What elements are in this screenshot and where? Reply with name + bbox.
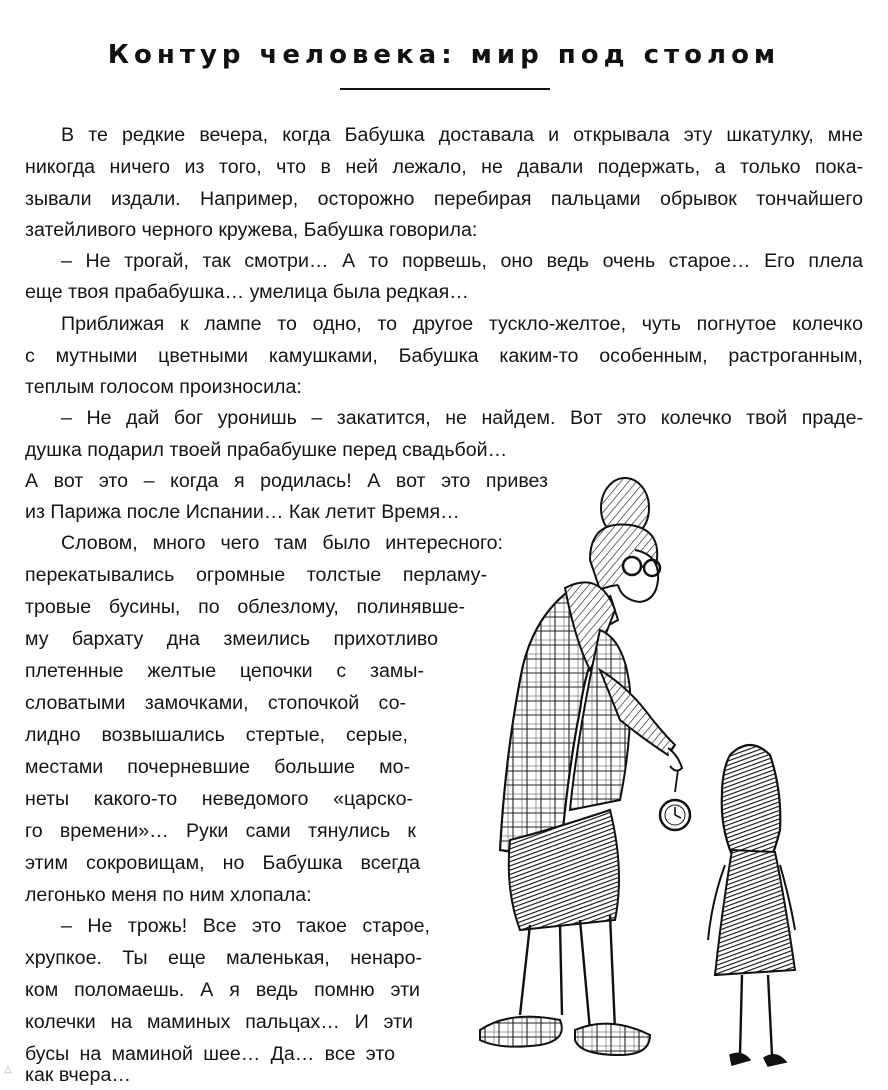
- text-line: этим сокровищам, но Бабушка всегда: [25, 852, 420, 874]
- text-line: А вот это – когда я родилась! А вот это привез: [25, 470, 548, 492]
- text-line: Словом, много чего там было интересного:: [61, 532, 503, 554]
- text-line: как вчера…: [25, 1064, 131, 1086]
- text-line: легонько меня по ним хлопала:: [25, 884, 312, 906]
- slipper: [575, 1024, 650, 1055]
- text-line: теплым голосом произносила:: [25, 376, 302, 398]
- page-title: Контур человека: мир под столом: [107, 40, 781, 70]
- page-corner-mark: △: [4, 1064, 12, 1075]
- text-line: ком поломаешь. А я ведь помню эти: [25, 979, 420, 1001]
- grandmother-child-illustration: [450, 470, 870, 1070]
- child-hair: [722, 745, 781, 862]
- text-line: плетенные желтые цепочки с замы-: [25, 660, 424, 682]
- text-line: душка подарил твоей прабабушке перед свадьбой…: [25, 439, 508, 461]
- child-dress: [715, 850, 795, 975]
- text-line: тровые бусины, по облезлому, полинявше-: [25, 596, 465, 618]
- text-line: местами почерневшие большие мо-: [25, 756, 410, 778]
- text-line: зывали издали. Например, осторожно перебирая пальцами обрывок тончайшего: [25, 188, 863, 210]
- text-line: словатыми замочками, стопочкой со-: [25, 692, 406, 714]
- text-line: из Парижа после Испании… Как летит Время…: [25, 501, 460, 523]
- text-line: – Не дай бог уронишь – закатится, не найдем. Вот это колечко твой праде-: [61, 407, 863, 429]
- child-shoes: [730, 1053, 786, 1066]
- text-line: бусы на маминой шее… Да… все это: [25, 1043, 395, 1065]
- text-line: с мутными цветными камушками, Бабушка каким-то особенным, растроганным,: [25, 345, 863, 367]
- text-line: – Не трожь! Все это такое старое,: [61, 915, 430, 937]
- text-line: – Не трогай, так смотри… А то порвешь, оно ведь очень старое… Его плела: [61, 250, 863, 272]
- text-line: лидно возвышались стертые, серые,: [25, 724, 408, 746]
- text-line: го времени»… Руки сами тянулись к: [25, 820, 416, 842]
- text-line: хрупкое. Ты еще маленькая, ненаро-: [25, 947, 422, 969]
- text-line: еще твоя прабабушка… умелица была редкая…: [25, 281, 469, 303]
- legs: [520, 915, 615, 1030]
- text-line: колечки на маминых пальцах… И эти: [25, 1011, 413, 1033]
- text-line: му бархату дна змеились прихотливо: [25, 628, 438, 650]
- child-legs: [740, 975, 772, 1055]
- title-underline: [340, 88, 550, 90]
- text-line: никогда ничего из того, что в ней лежало, не давали подержать, а только пока-: [25, 156, 863, 178]
- text-line: В те редкие вечера, когда Бабушка доставала и открывала эту шкатулку, мне: [61, 124, 863, 146]
- text-line: неты какого-то неведомого «царско-: [25, 788, 413, 810]
- text-line: перекатывались огромные толстые перламу-: [25, 564, 487, 586]
- text-line: Приближая к лампе то одно, то другое тускло-желтое, чуть погнутое колечко: [61, 313, 863, 335]
- slipper: [480, 1017, 562, 1047]
- text-line: затейливого черного кружева, Бабушка говорила:: [25, 219, 478, 241]
